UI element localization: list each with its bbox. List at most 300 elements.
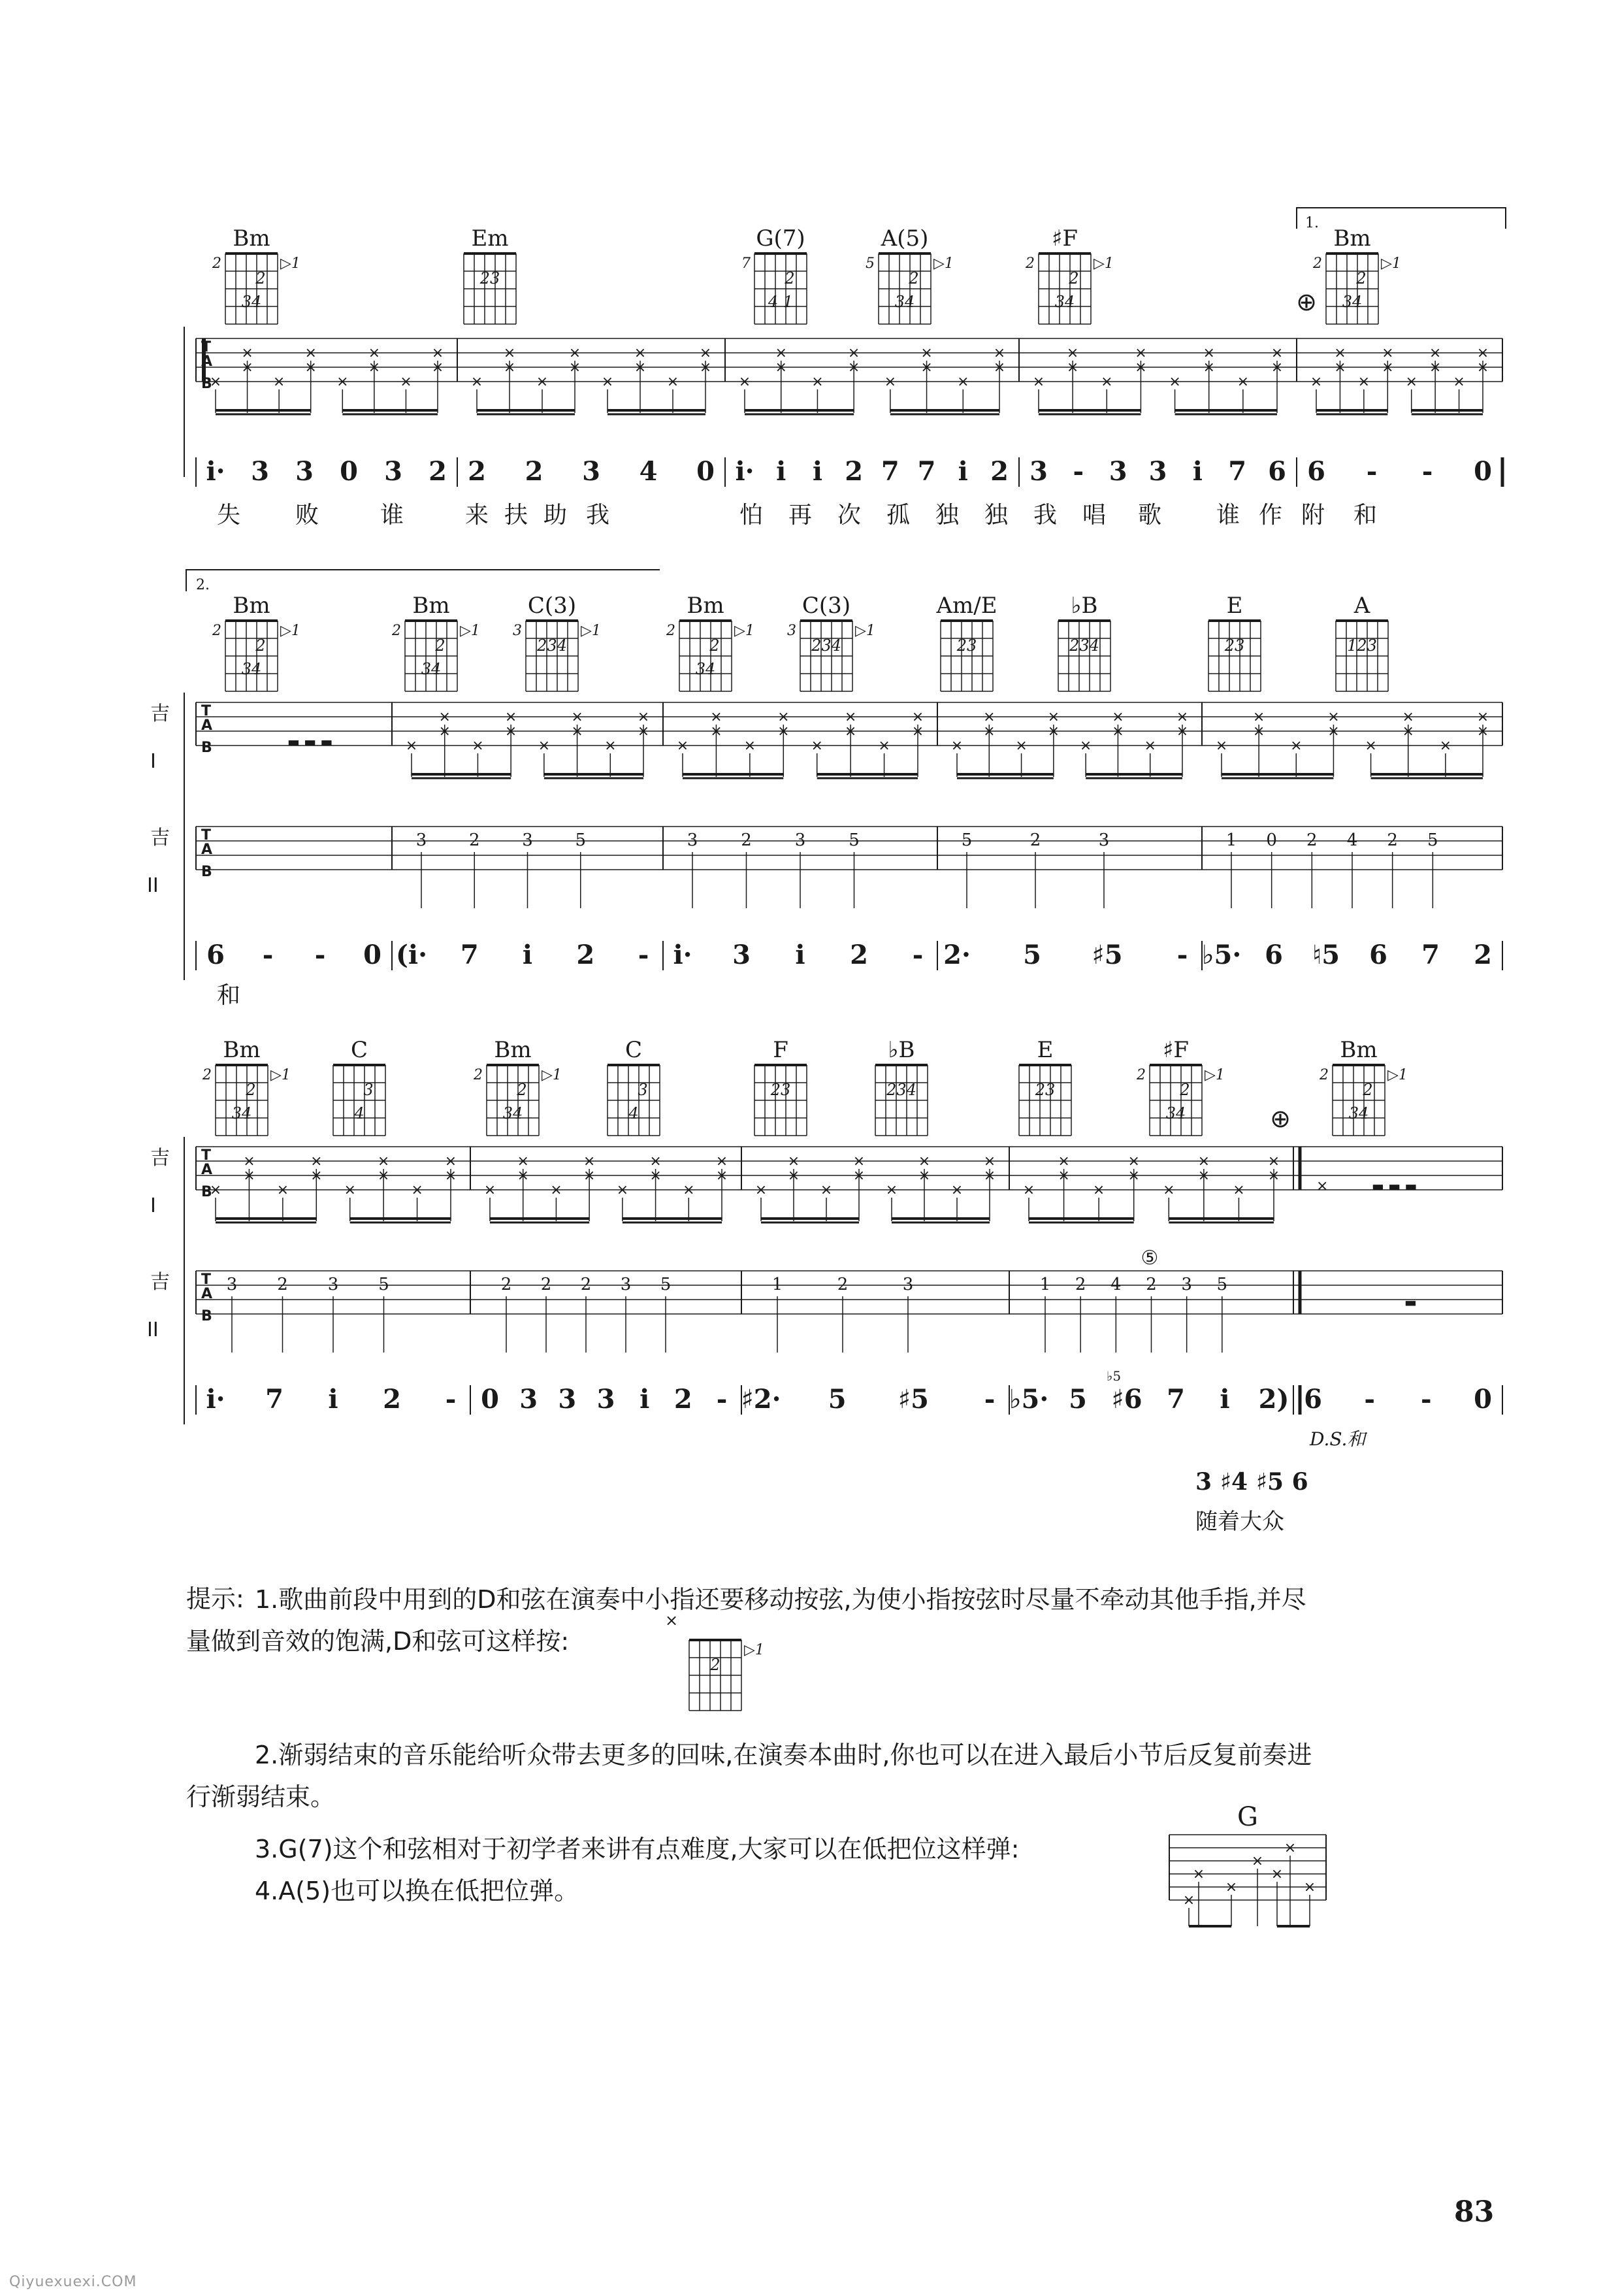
system2-strum-3 — [951, 709, 1188, 778]
chord-fingers: 4 1 — [768, 293, 794, 311]
system1-jianpu-4 — [1307, 456, 1492, 487]
tab-a: A — [201, 717, 213, 734]
system2-tab2-num: 5 — [1427, 830, 1438, 850]
jianpu-note: 3 — [1109, 456, 1127, 487]
strum-x: × — [1271, 345, 1284, 361]
chord-fingers: 2 — [1363, 1081, 1373, 1099]
system3-alt-lyrics: 随着大众 — [1195, 1509, 1284, 1535]
strum-x: × — [470, 374, 483, 390]
system3-strum-2 — [755, 1153, 996, 1222]
strum-x: × — [1022, 1182, 1035, 1198]
strum-x: × — [1169, 374, 1181, 390]
strum-x: × — [983, 709, 996, 725]
strum-x: × — [400, 374, 412, 390]
strum-x: × — [1066, 359, 1079, 376]
strum-x: × — [1079, 738, 1092, 754]
system2-tab2-num: 0 — [1266, 830, 1277, 850]
strum-x: × — [1127, 1168, 1140, 1184]
jianpu-note: - — [1421, 1384, 1432, 1415]
system3-chord-6 — [1019, 1037, 1071, 1136]
jianpu-note: 2 — [383, 1384, 401, 1415]
jianpu-note: ♭5· — [1009, 1384, 1049, 1415]
system2-label-g1-b: I — [150, 750, 156, 773]
chord-fingers: 2 — [710, 1656, 721, 1674]
system3-rest: ▬ ▬ ▬ — [1372, 1178, 1418, 1194]
chord-fingers: 23 — [956, 636, 977, 655]
system3-label-g2-b: II — [147, 1319, 159, 1341]
strum-x: × — [993, 359, 1006, 376]
jianpu-note: 3 — [582, 456, 600, 487]
strum-x: × — [1203, 345, 1215, 361]
system2-label-g2-b: II — [147, 874, 159, 897]
chord-barre: ▷1 — [581, 623, 601, 639]
strum-x: × — [536, 374, 549, 390]
jianpu-note: - — [1176, 940, 1188, 970]
strum-x: × — [209, 1182, 222, 1198]
chord-name: C(3) — [802, 593, 851, 619]
strum-x: × — [852, 1168, 866, 1184]
system1-lyric-14: 唱 — [1082, 502, 1107, 529]
strum-x: × — [847, 359, 860, 376]
system3-tab2-num: 2 — [837, 1275, 849, 1294]
chord-fingers: 2 — [435, 636, 446, 655]
strum-x: × — [1267, 1168, 1280, 1184]
strum-x: × — [276, 1182, 289, 1198]
strum-x: × — [1252, 709, 1265, 725]
jianpu-note: 2 — [990, 456, 1009, 487]
strum-x: × — [1252, 723, 1265, 740]
jianpu-note: 4 — [639, 456, 658, 487]
strum-x: × — [1327, 709, 1340, 725]
system1-lyric-13: 我 — [1033, 502, 1058, 529]
chord-name: ♭B — [1071, 593, 1098, 619]
tab-b: B — [201, 740, 212, 756]
strum-x: × — [1382, 345, 1394, 361]
strum-x: × — [568, 359, 581, 376]
system3-guitar2-tab — [196, 1271, 1502, 1324]
system3-tab2-num: 2 — [277, 1275, 288, 1294]
system3-chord-8 — [1319, 1037, 1408, 1136]
system3-chord-1 — [333, 1037, 385, 1136]
chord-fret: 2 — [202, 1067, 212, 1083]
strum-x: × — [957, 374, 969, 390]
strum-x: × — [743, 738, 756, 754]
system3-label-g1-a: 吉 — [150, 1147, 170, 1170]
system1-lyric-7: 怕 — [739, 502, 764, 529]
system2-chord-8 — [1336, 593, 1388, 691]
system2-strum-1 — [406, 709, 649, 778]
strum-x: × — [637, 723, 650, 740]
system1-jianpu-2 — [735, 456, 1008, 487]
strum-x: × — [571, 723, 583, 740]
chord-fingers: 34 — [695, 660, 716, 678]
strum-x: × — [243, 1168, 255, 1184]
strum-x: × — [1112, 709, 1124, 725]
jianpu-note: i — [1220, 1384, 1230, 1415]
jianpu-note: - — [984, 1384, 996, 1415]
system2-chord-3 — [666, 593, 754, 691]
system2-chord-6 — [1058, 593, 1110, 691]
system3-jianpu-3 — [1009, 1384, 1289, 1415]
strum-x: × — [844, 709, 857, 725]
system2-tab2-num: 5 — [961, 830, 973, 850]
strum-x: × — [1476, 345, 1489, 361]
strum-x: × — [243, 1153, 255, 1170]
chord-fingers: 2 — [785, 269, 795, 287]
system2-tab2-num: 3 — [522, 830, 533, 850]
strum-x: × — [1429, 345, 1442, 361]
strum-x: × — [920, 345, 933, 361]
system1-chord-5 — [1312, 225, 1401, 324]
system2-chord-7 — [1208, 593, 1261, 691]
system2-jianpu-0 — [206, 940, 381, 970]
strum-x: × — [272, 374, 285, 390]
jianpu-note: ♭5· — [1201, 940, 1242, 970]
jianpu-note: - — [445, 1384, 457, 1415]
strum-x: × — [738, 374, 751, 390]
jianpu-note: 3 — [558, 1384, 577, 1415]
system1-lyric-0: 失 — [216, 502, 241, 529]
strum-x: × — [699, 359, 712, 376]
system2-tab2-num: 5 — [575, 830, 587, 850]
tip-g-x: × — [1192, 1866, 1205, 1882]
system3-tab2-num: 2 — [540, 1275, 552, 1294]
strum-x: × — [885, 1182, 898, 1198]
system3-jianpu-1 — [481, 1384, 727, 1415]
system1-lyric-11: 独 — [935, 502, 960, 529]
jianpu-note: i — [812, 456, 823, 487]
chord-fingers: 2 — [709, 636, 720, 655]
strum-x: × — [844, 723, 857, 740]
system3-tab2-num: 5 — [378, 1275, 389, 1294]
system1-lyric-15: 歌 — [1137, 502, 1162, 529]
chord-fingers: 234 — [886, 1081, 916, 1099]
strum-x: × — [637, 709, 650, 725]
jianpu-note: 7 — [1228, 456, 1247, 487]
chord-barre: ▷1 — [460, 623, 480, 639]
system1-chord-4 — [1025, 225, 1114, 324]
jianpu-note: 2 — [525, 456, 543, 487]
chord-name: Bm — [494, 1037, 532, 1063]
system2-tab2-num: 2 — [468, 830, 480, 850]
system1-lyric-5: 助 — [543, 502, 568, 529]
chord-barre: ▷1 — [734, 623, 754, 639]
tips-label: 提示: — [186, 1584, 244, 1613]
strum-x: × — [304, 359, 317, 376]
system3-tab2-num: 3 — [902, 1275, 914, 1294]
chord-fingers: 34 — [241, 660, 262, 678]
system3-alt-jianpu: 3 ♯4 ♯5 6 — [1195, 1468, 1308, 1496]
chord-name: Bm — [1333, 225, 1371, 252]
ds-marker: D.S.和 — [1310, 1428, 1366, 1450]
chord-barre: ▷1 — [1387, 1067, 1408, 1083]
chord-barre: ▷1 — [933, 255, 954, 272]
jianpu-note: - — [262, 940, 274, 970]
system3-tab2-num: 2 — [1075, 1275, 1086, 1294]
strum-x: × — [775, 345, 787, 361]
strum-x: × — [601, 374, 614, 390]
system3-chord-7 — [1136, 1037, 1225, 1136]
system1-strum-4 — [1310, 345, 1489, 414]
strum-x: × — [438, 723, 451, 740]
strum-x: × — [503, 345, 516, 361]
system3-tab2-num: 5 — [660, 1275, 672, 1294]
jianpu-note: - — [1364, 1384, 1375, 1415]
jianpu-note: i· — [673, 940, 692, 970]
system1-chord-3 — [866, 225, 954, 324]
strum-x: × — [1163, 1182, 1175, 1198]
jianpu-note: 5 — [828, 1384, 847, 1415]
strum-x: × — [1334, 345, 1346, 361]
jianpu-note: ♮5 — [1312, 940, 1340, 970]
jianpu-note: 7 — [881, 456, 899, 487]
chord-name: C — [350, 1037, 368, 1063]
chord-fingers: 34 — [1165, 1104, 1186, 1123]
strum-x: × — [583, 1153, 596, 1170]
jianpu-note: 6 — [1265, 940, 1283, 970]
chord-fret: 2 — [392, 623, 401, 639]
strum-x: × — [517, 1153, 529, 1170]
system3-label-g1-b: I — [150, 1194, 156, 1217]
system1-strum-0 — [210, 345, 444, 414]
strum-x: × — [777, 709, 790, 725]
system2-lyric-0: 和 — [216, 982, 241, 1009]
jianpu-note: i — [1192, 456, 1203, 487]
system1-jianpu-1 — [468, 456, 715, 487]
jianpu-note: i — [328, 1384, 338, 1415]
jianpu-note: - — [1073, 456, 1084, 487]
strum-x: × — [847, 345, 860, 361]
system3-tab2-num: 3 — [327, 1275, 339, 1294]
strum-x: × — [504, 723, 517, 740]
system3-strum-0 — [210, 1153, 457, 1222]
jianpu-note: 2 — [576, 940, 595, 970]
system1-lyric-1: 败 — [295, 502, 319, 529]
system1-lyric-6: 我 — [585, 502, 610, 529]
jianpu-note: 0 — [1474, 1384, 1492, 1415]
system2-chord-4 — [787, 593, 875, 691]
system3-tab2-num: 3 — [1181, 1275, 1192, 1294]
system2-tab2-num: 4 — [1346, 830, 1358, 850]
chord-fingers: 4 — [628, 1104, 639, 1123]
tip-d-mute: × — [665, 1611, 679, 1630]
jianpu-note: i· — [206, 1384, 225, 1415]
system1-lyric-16: 谁 — [1216, 502, 1240, 529]
jianpu-note: 3 — [295, 456, 314, 487]
jianpu-note: 2 — [850, 940, 868, 970]
jianpu-note: - — [1366, 456, 1378, 487]
chord-fingers: 2 — [1180, 1081, 1190, 1099]
jianpu-note: ♯5 — [1092, 940, 1123, 970]
system3-tab2-num: 1 — [1039, 1275, 1051, 1294]
system3-tab2-num: 5 — [1216, 1275, 1228, 1294]
strum-x: × — [209, 374, 222, 390]
system1-lyric-17: 作 — [1258, 502, 1283, 529]
chord-name: ♭B — [888, 1037, 915, 1063]
jianpu-note: - — [314, 940, 326, 970]
tab-a: A — [201, 1286, 213, 1302]
strum-x: × — [1047, 709, 1060, 725]
strum-x: × — [775, 359, 787, 376]
system3-last-strum: × — [1316, 1178, 1329, 1194]
chord-fingers: 34 — [502, 1104, 523, 1123]
system2-jianpu-4 — [1202, 940, 1492, 970]
system2-chord-0 — [212, 593, 300, 691]
chord-fret: 2 — [212, 623, 221, 639]
chord-fingers: 2 — [909, 269, 919, 287]
system3-final-rest: ▬ — [1404, 1294, 1417, 1310]
strum-x: × — [310, 1168, 323, 1184]
strum-x: × — [1233, 1182, 1245, 1198]
chord-fingers: 34 — [1054, 293, 1075, 311]
chord-barre: ▷1 — [855, 623, 875, 639]
strum-x: × — [1197, 1153, 1210, 1170]
jianpu-note: 2) — [1258, 1384, 1289, 1415]
chord-fingers: 2 — [1069, 269, 1079, 287]
strum-x: × — [950, 1182, 964, 1198]
chord-fret: 2 — [1320, 1067, 1329, 1083]
chord-name: ♯F — [1162, 1037, 1190, 1063]
tip-1-line-2: 量做到音效的饱满,D和弦可这样按: — [186, 1627, 570, 1656]
tab-a: A — [201, 1162, 213, 1178]
strum-x: × — [344, 1182, 356, 1198]
watermark: Qiyuexuexi.COM — [9, 2274, 137, 2290]
system3-strum-1 — [484, 1153, 728, 1222]
strum-x: × — [777, 723, 790, 740]
strum-x: × — [336, 374, 349, 390]
jianpu-note: 0 — [696, 456, 715, 487]
jianpu-note: 2 — [468, 456, 486, 487]
chord-barre: ▷1 — [1094, 255, 1114, 272]
strum-x: × — [983, 1168, 996, 1184]
jianpu-note: 3 — [1029, 456, 1048, 487]
jianpu-note: 3 — [732, 940, 751, 970]
strum-x: × — [649, 1153, 662, 1170]
system3-label-g2-a: 吉 — [150, 1271, 170, 1294]
system3-chord-3 — [608, 1037, 660, 1136]
strum-x: × — [517, 1168, 529, 1184]
chord-fingers: 23 — [479, 269, 500, 287]
strum-x: × — [699, 345, 712, 361]
system2-label-g1-a: 吉 — [150, 702, 170, 725]
chord-fingers: 3 — [363, 1081, 374, 1099]
strum-x: × — [1092, 1182, 1105, 1198]
strum-x: × — [1382, 359, 1394, 376]
strum-x: × — [911, 709, 924, 725]
jianpu-note: 3 — [519, 1384, 538, 1415]
strum-x: × — [715, 1153, 728, 1170]
chord-fingers: 2 — [517, 1081, 527, 1099]
strum-x: × — [431, 359, 444, 376]
jianpu-note: 6 — [1304, 1384, 1322, 1415]
strum-x: × — [1453, 374, 1465, 390]
jianpu-note: 5 — [1069, 1384, 1087, 1415]
system3-strum-3 — [1023, 1153, 1280, 1222]
strum-x: × — [1176, 709, 1189, 725]
strum-x: × — [568, 345, 581, 361]
system2-chord-2 — [513, 593, 601, 691]
jianpu-note: ♯5 — [898, 1384, 929, 1415]
strum-x: × — [920, 359, 933, 376]
system2-tab2-num: 2 — [1387, 830, 1398, 850]
system1-jianpu-3 — [1029, 456, 1286, 487]
chord-name: C — [624, 1037, 643, 1063]
strum-x: × — [715, 1168, 728, 1184]
jianpu-note: i — [958, 456, 968, 487]
chord-fret: 2 — [474, 1067, 483, 1083]
jianpu-note: - — [912, 940, 924, 970]
system2-tab2-num: 3 — [415, 830, 427, 850]
chord-fingers: 4 — [354, 1104, 364, 1123]
strum-x: × — [444, 1153, 457, 1170]
system3-tab2-num: 3 — [620, 1275, 632, 1294]
jianpu-note: i· — [206, 456, 225, 487]
system3-tab2-num: 4 — [1110, 1275, 1122, 1294]
strum-x: × — [1237, 374, 1250, 390]
jianpu-note: 0 — [363, 940, 381, 970]
jianpu-note: 7 — [1421, 940, 1440, 970]
chord-barre: ▷1 — [280, 255, 300, 272]
chord-fret: 2 — [666, 623, 675, 639]
chord-name: Bm — [1340, 1037, 1378, 1063]
strum-x: × — [1476, 359, 1489, 376]
strum-x: × — [1429, 359, 1442, 376]
chord-fingers: 2 — [1356, 269, 1367, 287]
system1-chord-2 — [741, 225, 807, 324]
strum-x: × — [472, 738, 484, 754]
chord-fret: 3 — [513, 623, 522, 639]
page-number: 83 — [1454, 2195, 1495, 2229]
strum-x: × — [1197, 1168, 1210, 1184]
strum-x: × — [616, 1182, 629, 1198]
strum-x: × — [1290, 738, 1303, 754]
strum-x: × — [1476, 723, 1489, 740]
strum-x: × — [918, 1168, 931, 1184]
system1-lyric-8: 再 — [788, 502, 813, 529]
tip-g-x: × — [1271, 1866, 1284, 1882]
strum-x: × — [1066, 345, 1079, 361]
system3-tab2-num: 3 — [226, 1275, 238, 1294]
strum-x: × — [911, 723, 924, 740]
tab-b: B — [201, 1308, 212, 1324]
system1-lyric-2: 谁 — [380, 502, 404, 529]
chord-barre: ▷1 — [270, 1067, 291, 1083]
chord-name: F — [773, 1037, 788, 1063]
chord-name: Bm — [412, 593, 450, 619]
system3-chord-0 — [202, 1037, 291, 1136]
system2-jianpu-3 — [943, 940, 1188, 970]
tab-a: A — [201, 353, 213, 370]
system3-tab2-num: 2 — [1146, 1275, 1157, 1294]
strum-x: × — [411, 1182, 423, 1198]
system3-alt-flat: ♭5 — [1106, 1368, 1122, 1384]
strum-x: × — [1402, 723, 1414, 740]
tab-t: T — [201, 1147, 212, 1164]
jianpu-note: i — [522, 940, 533, 970]
strum-x: × — [983, 1153, 996, 1170]
chord-fingers: 34 — [1348, 1104, 1369, 1123]
strum-x: × — [993, 345, 1006, 361]
tip-4: 4.A(5)也可以换在低把位弹。 — [255, 1877, 579, 1905]
strum-x: × — [1176, 723, 1189, 740]
system2-tab2-num: 2 — [1306, 830, 1318, 850]
strum-x: × — [950, 738, 964, 754]
strum-x: × — [1144, 738, 1156, 754]
chord-barre: ▷1 — [542, 1067, 562, 1083]
chord-fret: 2 — [1026, 255, 1035, 272]
system1-lyric-3: 来 — [464, 502, 489, 529]
jianpu-note: 6 — [1268, 456, 1286, 487]
